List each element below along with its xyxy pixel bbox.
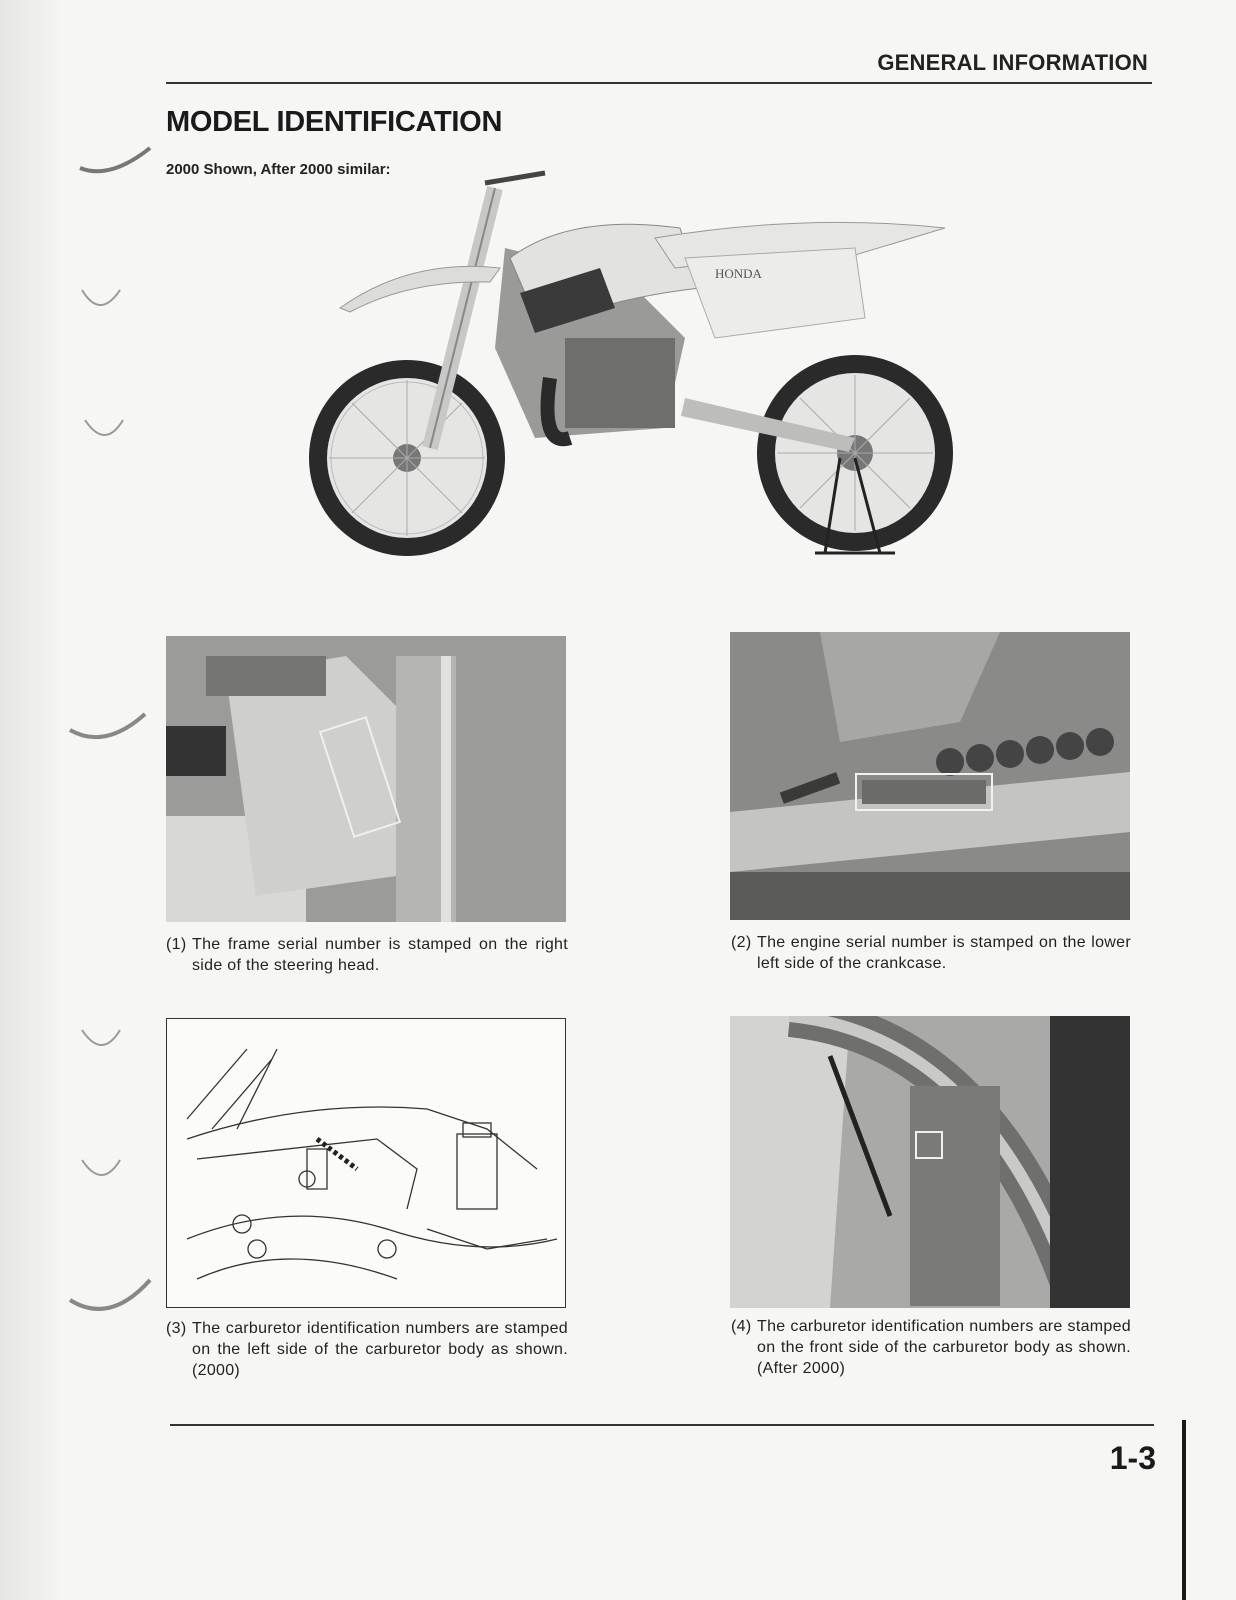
header-rule (166, 82, 1152, 84)
motorcycle-photo (295, 168, 960, 560)
page-title: MODEL IDENTIFICATION (166, 106, 503, 138)
page-edge-shadow (1182, 1420, 1186, 1600)
figure-3-caption (166, 1318, 568, 1381)
figure-2-text: The engine serial number is stamped on the lower left side of the crankcase. (757, 934, 1131, 972)
carburetor-line-drawing (166, 1018, 566, 1308)
footer-rule (170, 1424, 1154, 1426)
figure-4-text: The carburetor identification numbers are stamped on the front side of the carburetor body as shown. (After 2000) (757, 1318, 1131, 1377)
figure-2-number: (2) (731, 934, 752, 951)
figure-1-caption (166, 934, 568, 976)
figure-4-number: (4) (731, 1318, 752, 1335)
page-number: 1-3 (1109, 1440, 1156, 1476)
binder-hole-marks (40, 0, 180, 1600)
section-header: GENERAL INFORMATION (877, 50, 1148, 75)
engine-serial-photo (730, 632, 1130, 920)
figure-1-number: (1) (166, 936, 187, 953)
figure-1-text: The frame serial number is stamped on the right side of the steering head. (192, 936, 568, 974)
figure-4-caption (731, 1316, 1131, 1379)
carburetor-photo (730, 1016, 1130, 1308)
figure-3-text: The carburetor identification numbers are stamped on the left side of the carburetor body as shown. (2000) (192, 1320, 568, 1379)
model-year-note: 2000 Shown, After 2000 similar: (166, 161, 391, 178)
figure-3-number: (3) (166, 1320, 187, 1337)
figure-2-caption (731, 932, 1131, 974)
frame-serial-photo (166, 636, 566, 922)
honda-logo: HONDA (715, 266, 762, 281)
